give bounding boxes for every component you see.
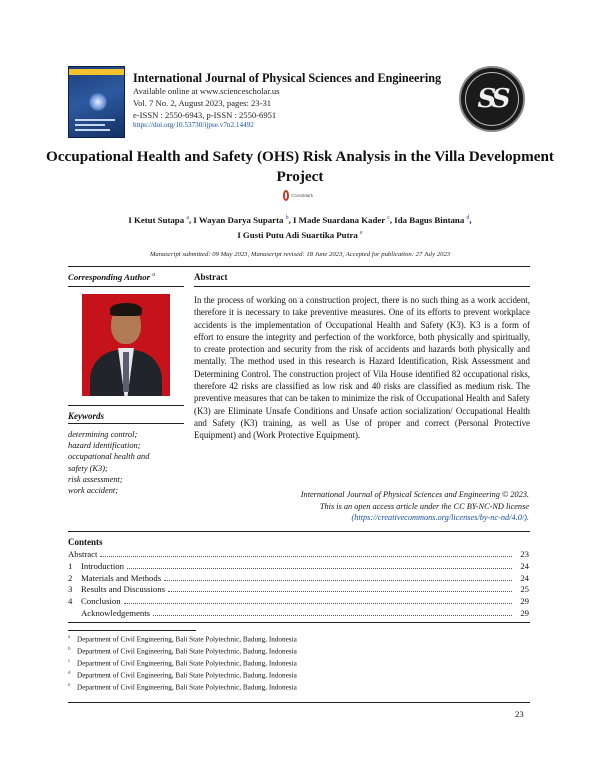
- keyword: work accident;: [68, 486, 119, 496]
- affiliation: $^e$ Department of Civil Engineering, Bali State Polytechnic, Badung, Indonesia: [68, 683, 297, 692]
- article-title: Occupational Health and Safety (OHS) Risk Analysis in the Villa Development Project: [46, 148, 554, 185]
- contents-divider-top: [68, 531, 530, 532]
- keyword: hazard identification;: [68, 441, 141, 451]
- manuscript-dates: Manuscript submitted: 09 May 2023, Manuscript revised: 18 June 2023, Accepted for publication: 27 July 2023: [149, 251, 451, 258]
- author-name: I Made Suardana Kader: [293, 214, 386, 225]
- keyword: safety (K3);: [68, 463, 108, 473]
- keyword: risk assessment;: [68, 474, 123, 484]
- publisher-logo-mark: SS: [465, 72, 519, 126]
- author-mark[interactable]: e: [360, 229, 363, 236]
- journal-availability: Available online at www.sciencescholar.us: [133, 86, 280, 96]
- table-of-contents: [68, 549, 529, 620]
- journal-cover-image: [68, 66, 125, 138]
- header-divider: [68, 266, 530, 267]
- author-mark[interactable]: b: [285, 215, 289, 221]
- toc-entry-acknowledgements[interactable]: Acknowledgements 29: [81, 607, 529, 618]
- contents-heading: Contents: [68, 537, 103, 547]
- abstract-divider: [194, 286, 530, 287]
- journal-issn: e-ISSN : 2550-6943, p-ISSN : 2550-6951: [133, 110, 277, 120]
- license-notice: [200, 489, 529, 524]
- crossmark-badge[interactable]: [283, 188, 313, 202]
- keywords-list: [68, 429, 178, 496]
- affiliation: $^d$ Department of Civil Engineering, Bali State Polytechnic, Badung, Indonesia: [68, 671, 297, 680]
- author-mark[interactable]: a: [186, 215, 189, 221]
- toc-entry-conclusion[interactable]: 4 Conclusion 29: [68, 596, 529, 607]
- author-name: I Ketut Sutapa: [128, 214, 185, 225]
- affiliation: $^c$ Department of Civil Engineering, Bali State Polytechnic, Badung, Indonesia: [68, 659, 297, 668]
- crossmark-label: CrossMark: [291, 192, 313, 198]
- keywords-heading: Keywords: [68, 411, 104, 421]
- license-link[interactable]: (https://creativecommons.org/licenses/by-nc-nd/4.0/).: [351, 513, 529, 522]
- keyword: determining control;: [68, 430, 138, 439]
- sidebar-divider: [68, 286, 184, 287]
- keywords-divider-top: [68, 405, 184, 406]
- corresponding-author-heading: Corresponding Author $^a$: [68, 272, 156, 282]
- toc-entry-results[interactable]: 3 Results and Discussions 25: [68, 584, 529, 595]
- affiliation: $^a$ Department of Civil Engineering, Bali State Polytechnic, Badung, Indonesia: [68, 635, 297, 644]
- toc-entry-introduction[interactable]: 1 Introduction 24: [68, 560, 529, 571]
- author-photo: [82, 294, 170, 396]
- keywords-divider: [68, 423, 184, 424]
- license-line-2: This is an open access article under the CC BY-NC-ND license: [319, 501, 529, 511]
- license-line-1: International Journal of Physical Sciences and Engineering © 2023.: [300, 490, 529, 499]
- contents-divider-bottom: [68, 622, 530, 623]
- journal-name: International Journal of Physical Sciences and Engineering: [133, 71, 442, 85]
- footer-divider: [68, 702, 530, 703]
- toc-entry-abstract[interactable]: Abstract 23: [68, 549, 529, 559]
- journal-volume: Vol. 7 No. 2, August 2023, pages: 23-31: [133, 98, 272, 108]
- abstract-heading: Abstract: [194, 272, 228, 282]
- author-name: Ida Bagus Bintana: [394, 214, 465, 225]
- toc-entry-materials-methods[interactable]: 2 Materials and Methods 24: [68, 572, 529, 583]
- crossmark-icon: [283, 190, 289, 201]
- author-list: I Ketut Sutapa $^a$, I Wayan Darya Suparta $^b$, I Made Suardana Kader $^c$, Ida Bagus Bintana $^d$, I Gusti Putu Adi Suartika Putra $^e$: [128, 214, 472, 240]
- affiliation: $^b$ Department of Civil Engineering, Bali State Polytechnic, Badung, Indonesia: [68, 647, 297, 656]
- footnote-rule: [68, 630, 196, 631]
- author-mark[interactable]: d: [466, 215, 470, 221]
- corresponding-mark[interactable]: a: [152, 272, 156, 279]
- doi-link[interactable]: https://doi.org/10.53730/ijpse.v7n2.14492: [133, 121, 254, 129]
- keyword: occupational health and: [68, 452, 150, 462]
- author-name: I Gusti Putu Adi Suartika Putra: [237, 229, 358, 240]
- abstract-text: In the process of working on a construction project, there is no such thing as a work accident, therefore it is necessary to take preventive measures. One of its efforts to prevent workplace accidents is the implementation of Occupational Health and Safety (K3). K3 is a form of effort to ensure the integrity and perfection of the workforce, both physically and spiritually, to create protection and security from the risk of accidents and hazards both physically and mentally. The method used in this research is Hazard Identification, Risk Assessment and Determining Control. The construction project of Vila House identified 82 occupational risks, therefore 42 risks are classified as low risk and 40 risks are classified as medium risk. The preventive measures that can be taken to minimize the risk of Occupational Health and Safety (K3) are Eliminate Unsafe Conditions and Unsafe action socialization/ Occupational Health and Safety (K3) training, as well as Use of proper and correct (Personal Protective Equipment) and (Work Protective Equipment).: [194, 295, 530, 441]
- author-name: I Wayan Darya Suparta: [193, 214, 284, 225]
- author-mark[interactable]: c: [387, 215, 390, 221]
- page-number: 23: [515, 709, 524, 719]
- publisher-logo: [459, 66, 525, 132]
